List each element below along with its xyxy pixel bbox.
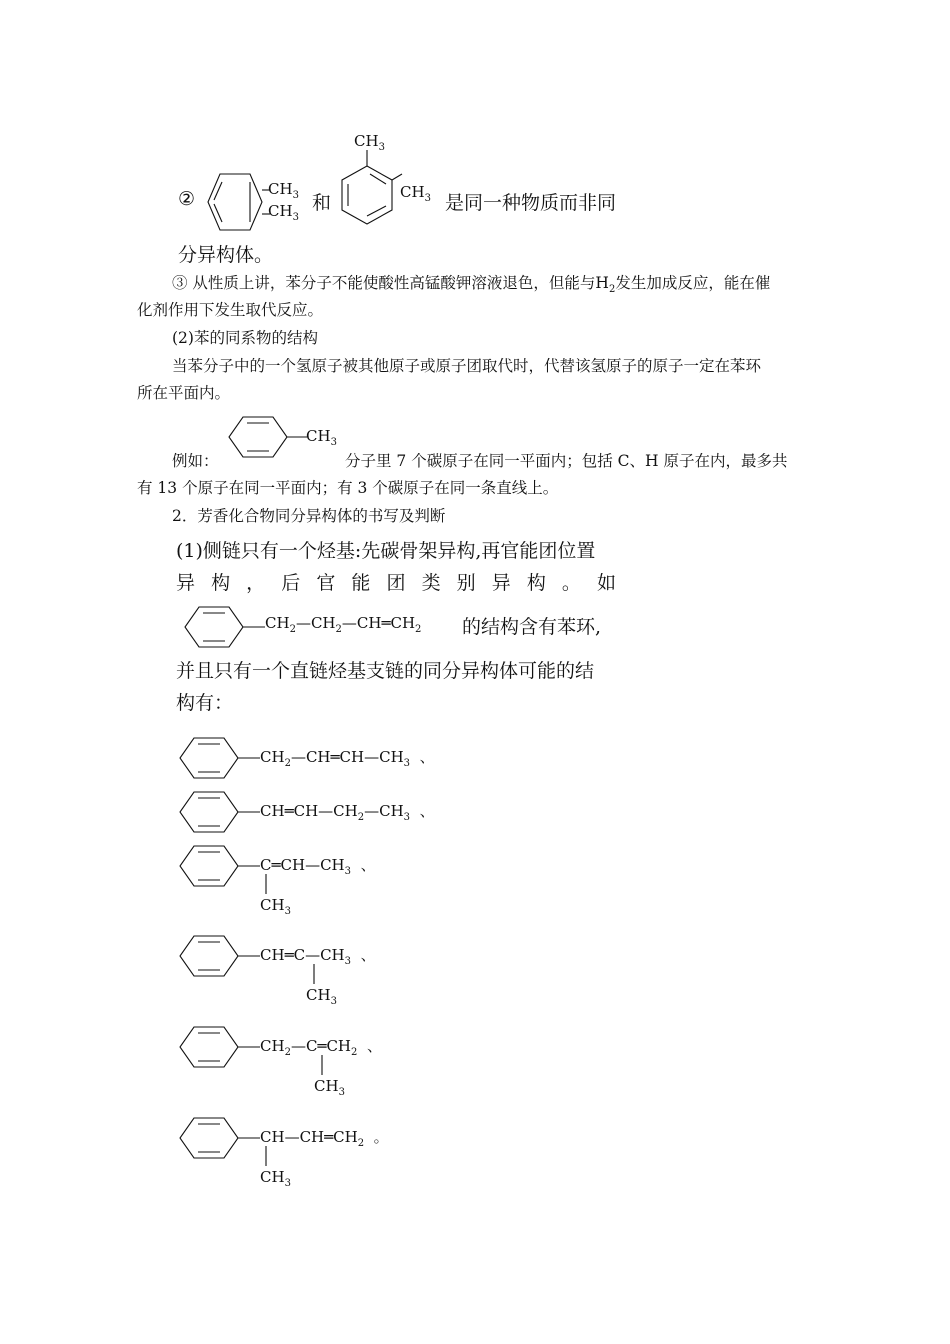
isomer3-benzene	[178, 844, 268, 888]
item3-line1: ③ 从性质上讲，苯分子不能使酸性高锰酸钾溶液退色，但能与$H_2$发生加成反应，能在催	[172, 274, 771, 295]
isomer6-benzene	[178, 1116, 268, 1160]
isomer2-chain: $CH═CH—CH_2—CH_3$ 、	[260, 802, 435, 823]
isomer6-chain: $CH—CH═CH_2$ 。	[260, 1128, 389, 1149]
rule1-line5: 构有：	[176, 692, 234, 714]
item2-tail2: 分异构体。	[178, 244, 274, 266]
isomer3-branch: $CH_3$	[260, 896, 291, 917]
isomer3-branch-bond	[265, 874, 269, 896]
rule1-chain: $CH_2—CH_2—CH═CH_2$	[265, 614, 422, 635]
toluene-structure	[225, 415, 315, 465]
ch3-label-b1: $CH_3$	[354, 132, 385, 153]
item2-marker: ②	[178, 188, 196, 210]
rule1-line1: (1)侧链只有一个烃基:先碳骨架异构,再官能团位置	[176, 540, 596, 562]
example-prefix: 例如：	[172, 452, 219, 470]
para-line1: 当苯分子中的一个氢原子被其他原子或原子团取代时，代替该氢原子的原子一定在苯环	[172, 357, 762, 375]
isomer4-benzene	[178, 934, 268, 978]
point2-heading: 2．芳香化合物同分异构体的书写及判断	[172, 507, 446, 525]
isomer3-chain: $C═CH—CH_3$ 、	[260, 856, 376, 877]
sec2-heading: (2)苯的同系物的结构	[172, 329, 318, 347]
rule1-line3b: 的结构含有苯环,	[462, 616, 602, 638]
isomer5-branch-bond	[321, 1055, 325, 1077]
ch3-label-a2: $CH_3$	[268, 202, 299, 223]
butenylbenzene-benzene	[183, 605, 273, 649]
isomer5-chain: $CH_2—C═CH_2$ 、	[260, 1037, 382, 1058]
isomer2-benzene	[178, 790, 268, 834]
para-line2: 所在平面内。	[137, 384, 231, 402]
isomer6-branch-bond	[265, 1146, 269, 1168]
isomer5-branch: $CH_3$	[314, 1077, 345, 1098]
o-xylene-structure-a	[200, 170, 270, 240]
example-line2: 有 13 个原子在同一平面内；有 3 个碳原子在同一条直线上。	[137, 479, 559, 497]
rule1-line2: 异构，后官能团类别异构。如	[176, 572, 616, 594]
isomer1-benzene	[178, 736, 268, 780]
isomer5-benzene	[178, 1025, 268, 1069]
toluene-ch3: $CH_3$	[306, 427, 337, 448]
isomer6-branch: $CH_3$	[260, 1168, 291, 1189]
isomer4-branch-bond	[313, 964, 317, 986]
isomer4-chain: $CH═C—CH_3$ 、	[260, 946, 376, 967]
example-after: 分子里 7 个碳原子在同一平面内；包括 C、H 原子在内，最多共	[345, 452, 788, 470]
ch3-label-b2: $CH_3$	[400, 183, 431, 204]
isomer4-branch: $CH_3$	[306, 986, 337, 1007]
isomer1-chain: $CH_2—CH═CH—CH_3$ 、	[260, 748, 435, 769]
item3-line2: 化剂作用下发生取代反应。	[137, 301, 324, 319]
ch3-label-a1: $CH_3$	[268, 180, 299, 201]
rule1-line4: 并且只有一个直链烃基支链的同分异构体可能的结	[176, 660, 595, 682]
item2-tail: 是同一种物质而非同	[445, 192, 617, 214]
item2-and: 和	[312, 192, 332, 214]
